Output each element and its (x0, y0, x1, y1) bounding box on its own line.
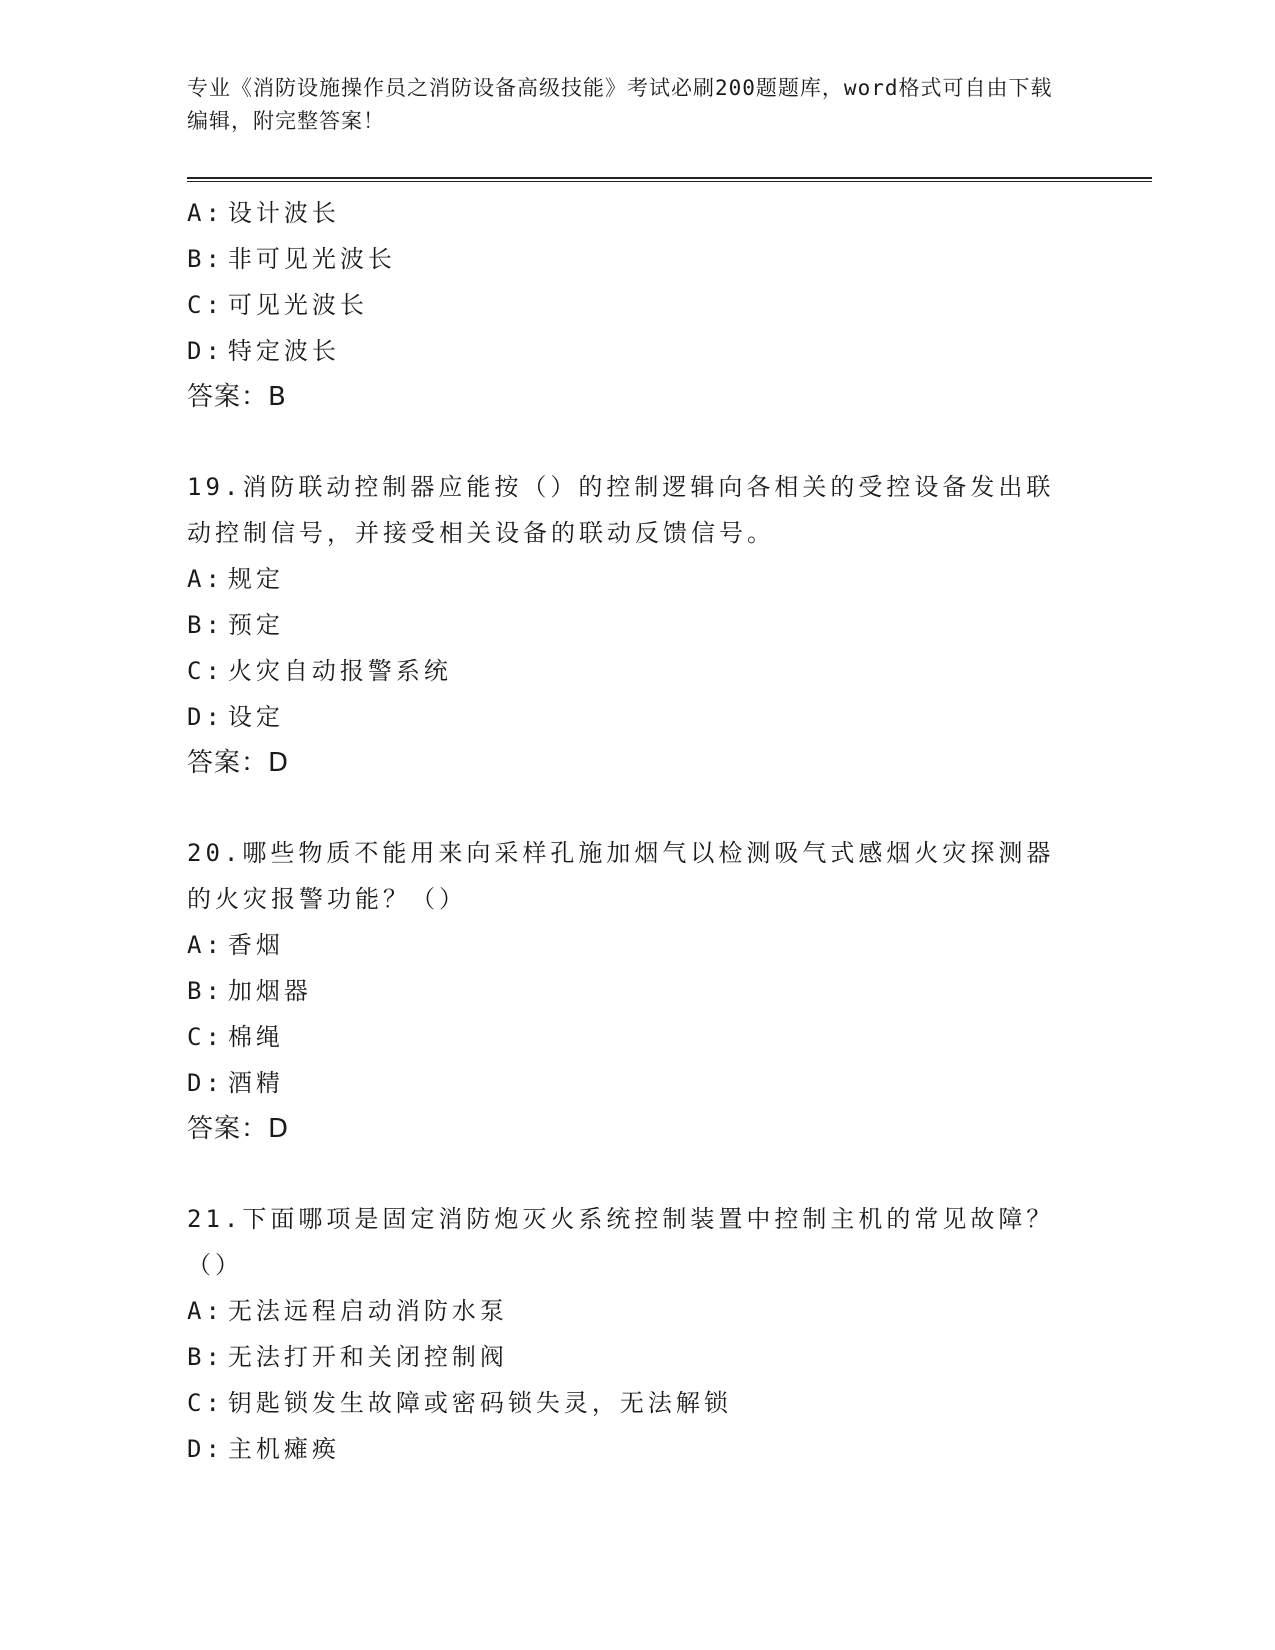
question-19 (187, 464, 1067, 786)
option-d: D: 特定波长 (187, 337, 340, 365)
answer-line: 答案：D (187, 1114, 290, 1144)
option-a: A: 规定 (187, 565, 284, 593)
question-stem: 20.哪些物质不能用来向采样孔施加烟气以检测吸气式感烟火灾探测器的火灾报警功能？（） (187, 839, 1055, 913)
header-divider (187, 177, 1152, 182)
question-stem: 21.下面哪项是固定消防炮灭火系统控制装置中控制主机的常见故障？（） (187, 1205, 1055, 1279)
option-c: C: 钥匙锁发生故障或密码锁失灵，无法解锁 (187, 1389, 732, 1417)
question-21 (187, 1196, 1067, 1472)
question-stem: 19.消防联动控制器应能按（）的控制逻辑向各相关的受控设备发出联动控制信号，并接受相关设备的联动反馈信号。 (187, 473, 1055, 547)
question-18-partial (187, 190, 1067, 420)
document-header: 专业《消防设施操作员之消防设备高级技能》考试必刷200题题库，word格式可自由下载编辑，附完整答案！ (187, 76, 1053, 133)
option-a: A: 无法远程启动消防水泵 (187, 1297, 508, 1325)
option-c: C: 棉绳 (187, 1023, 284, 1051)
answer-line: 答案：D (187, 748, 290, 778)
option-c: C: 可见光波长 (187, 291, 368, 319)
option-b: B: 加烟器 (187, 977, 312, 1005)
option-b: B: 无法打开和关闭控制阀 (187, 1343, 508, 1371)
question-list (187, 190, 1067, 1472)
option-c: C: 火灾自动报警系统 (187, 657, 452, 685)
option-b: B: 非可见光波长 (187, 245, 396, 273)
option-d: D: 主机瘫痪 (187, 1435, 340, 1463)
option-d: D: 设定 (187, 703, 284, 731)
answer-line: 答案：B (187, 382, 287, 412)
option-a: A: 香烟 (187, 931, 284, 959)
option-d: D: 酒精 (187, 1069, 284, 1097)
option-a: A: 设计波长 (187, 199, 340, 227)
question-20 (187, 830, 1067, 1152)
option-b: B: 预定 (187, 611, 284, 639)
